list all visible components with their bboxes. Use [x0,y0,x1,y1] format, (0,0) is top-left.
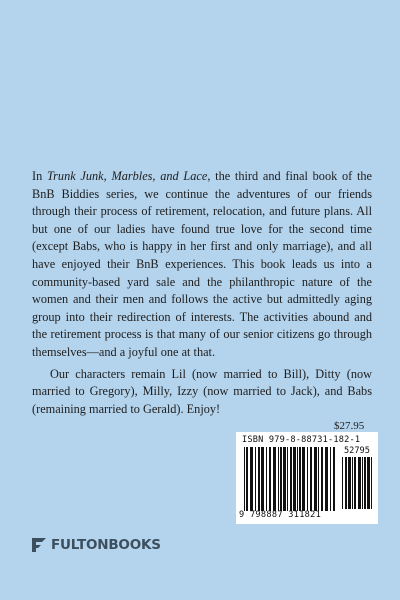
ean-barcode-bars [244,447,338,511]
ean-digits: 9 798887 311821 [239,510,322,520]
blurb-intro: In [32,169,47,183]
supplement-code: 52795 [344,446,370,456]
isbn-barcode [236,432,378,524]
publisher-name: FULTONBOOKS [51,537,161,553]
price-label: $27.95 [334,420,365,432]
blurb-paragraph-2: Our characters remain Lil (now married to Bill), Ditty (now married to Gregory), Milly, Izzy (now married to Jack), and Babs (remaining married to Gerald). Enjoy! [32,366,372,416]
book-title: Trunk Junk, Marbles, and Lace [46,169,208,183]
cover-blurb [32,168,372,418]
blurb-paragraph-1-text: , the third and final book of the BnB Biddies series, we continue the adventures of our friends through their process of retirement, relocation, and future plans. All but one of our ladies have found true love for the second time (except Babs, who is happy in her first and only marriage), and all have enjoyed their BnB experiences. This book leads us into a community-based yard sale and the philanthropic nature of the women and their men and follows the active but admittedly aging group into their redirection of interests. The activities abound and the retirement process is that many of our senior citizens go through themselves—and a joyful one at that. [32,169,372,359]
fulton-arrow-mark-icon [30,536,48,554]
publisher-logo [30,535,161,555]
supplement-barcode-bars [342,457,372,509]
isbn-label: ISBN 979-8-88731-182-1 [242,435,361,445]
blurb-paragraph-1 [32,168,372,362]
